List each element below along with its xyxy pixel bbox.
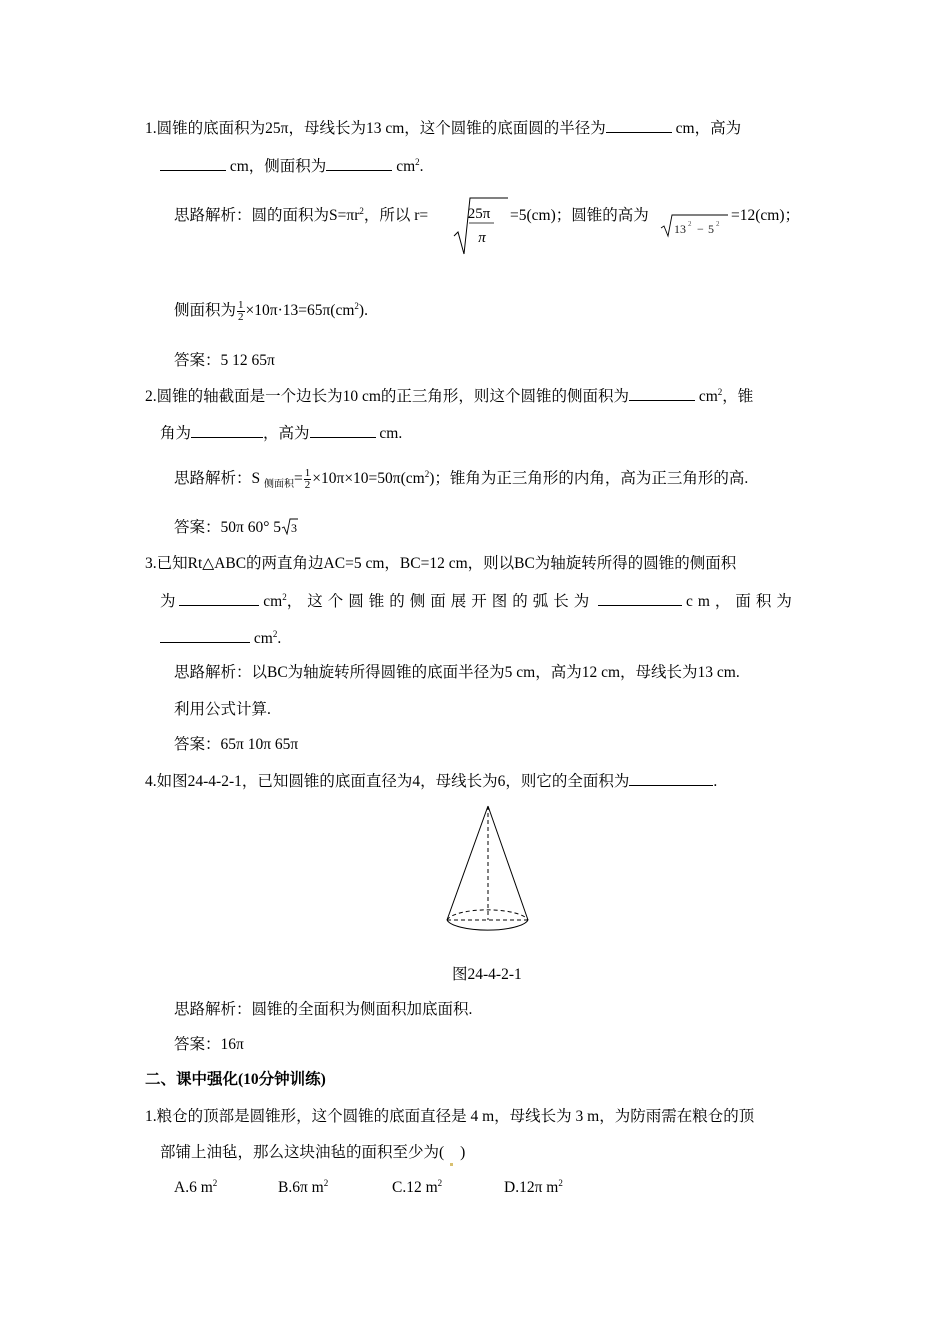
section-heading: 二、课中强化(10分钟训练) — [145, 1071, 326, 1088]
q1-line2: cm，侧面积为 $cm^2$. — [160, 156, 424, 177]
sqrt-3 — [281, 517, 299, 535]
answer-blank[interactable] — [160, 628, 250, 643]
radical-numerator: 25π — [467, 206, 491, 222]
answer-blank[interactable] — [629, 386, 695, 401]
figure-caption: 图24-4-2-1 — [452, 966, 522, 983]
radical-13-squared-minus-5-squared — [660, 212, 730, 238]
q1-analysis: 思路解析：圆的面积为$S=\pi r^2$，所以 r= — [174, 205, 429, 224]
q2-line1: 2.圆锥的轴截面是一个边长为10 cm的正三角形，则这个圆锥的侧面积为 $cm^2$，锥 — [145, 386, 754, 405]
q1-line1: 1.圆锥的底面积为25π，母线长为13 cm，这个圆锥的底面圆的半径为 cm，高为 — [145, 120, 742, 137]
q1-answer: 答案：5 12 65π — [174, 352, 275, 369]
q3-analysis-1: 思路解析：以BC为轴旋转所得圆锥的底面半径为5 cm，高为12 cm，母线长为13 cm. — [174, 664, 740, 681]
svg-text:−: − — [697, 222, 704, 236]
radical-25pi-over-pi — [452, 196, 510, 256]
q4-answer: 答案：16π — [174, 1036, 244, 1053]
q3-analysis-2: 利用公式计算. — [174, 701, 271, 718]
q4-analysis: 思路解析：圆锥的全面积为侧面积加底面积. — [174, 1001, 473, 1018]
cone-figure — [440, 800, 536, 948]
svg-text:3: 3 — [291, 521, 298, 535]
s2-q1-options — [174, 1178, 563, 1198]
svg-text:2: 2 — [688, 220, 692, 228]
answer-blank[interactable] — [160, 156, 226, 171]
q3-line3: $cm^2$. — [160, 628, 281, 649]
marker-dot — [450, 1163, 453, 1166]
answer-blank[interactable] — [326, 156, 392, 171]
q3-line2: 为 $cm^2$，这个圆锥的侧面展开图的弧长为 cm，面积为 — [160, 591, 797, 610]
radical-denominator: π — [478, 230, 486, 246]
q2-line2: 角为 ，高为 cm. — [160, 425, 403, 442]
answer-blank[interactable] — [179, 591, 259, 606]
option-b[interactable]: B.6π $m^2$ — [278, 1177, 329, 1196]
answer-blank[interactable] — [598, 591, 682, 606]
option-c[interactable]: C.12 $m^2$ — [392, 1177, 443, 1196]
svg-text:2: 2 — [716, 220, 720, 228]
q1-analysis-end: =12(cm)； — [731, 207, 801, 224]
fraction-one-half: $\frac{1}{2}$ — [304, 467, 311, 491]
q1-lateral: 侧面积为 $\frac{1}{2}$ $\times 10\pi\cdot 13=65\pi(cm^2)$. — [174, 299, 368, 323]
s2-q1-line1: 1.粮仓的顶部是圆锥形，这个圆锥的底面直径是 4 m，母线长为 3 m，为防雨需在粮仓的顶 — [145, 1108, 755, 1125]
answer-blank[interactable] — [629, 771, 713, 786]
answer-blank[interactable] — [191, 423, 263, 438]
q3-answer: 答案：65π 10π 65π — [174, 736, 299, 753]
answer-blank[interactable] — [310, 423, 376, 438]
q1-analysis-cont: =5(cm)；圆锥的高为 — [510, 207, 649, 224]
option-d[interactable]: D.12π $m^2$ — [504, 1177, 563, 1196]
option-a[interactable]: A.6 $m^2$ — [174, 1177, 218, 1196]
q4-line1: 4.如图24-4-2-1，已知圆锥的底面直径为4，母线长为6，则它的全面积为 . — [145, 773, 718, 790]
q2-analysis: 思路解析：S $_{侧面积}$= $\frac{1}{2}$ $\times 10\pi\times 10=50\pi(cm^2)$；锥角为正三角形的内角，高为正三角形的高. — [174, 467, 749, 491]
svg-text:13: 13 — [674, 222, 686, 236]
fraction-one-half: $\frac{1}{2}$ — [238, 299, 244, 323]
answer-blank[interactable] — [606, 118, 672, 133]
q3-line1: 3.已知Rt△ABC的两直角边AC=5 cm，BC=12 cm，则以BC为轴旋转所得的圆锥的侧面积 — [145, 555, 737, 572]
svg-text:5: 5 — [708, 222, 714, 236]
s2-q1-line2: 部铺上油毡，那么这块油毡的面积至少为( ) — [160, 1143, 465, 1163]
q2-answer: 答案：50π 60° 5 3 — [174, 519, 298, 536]
